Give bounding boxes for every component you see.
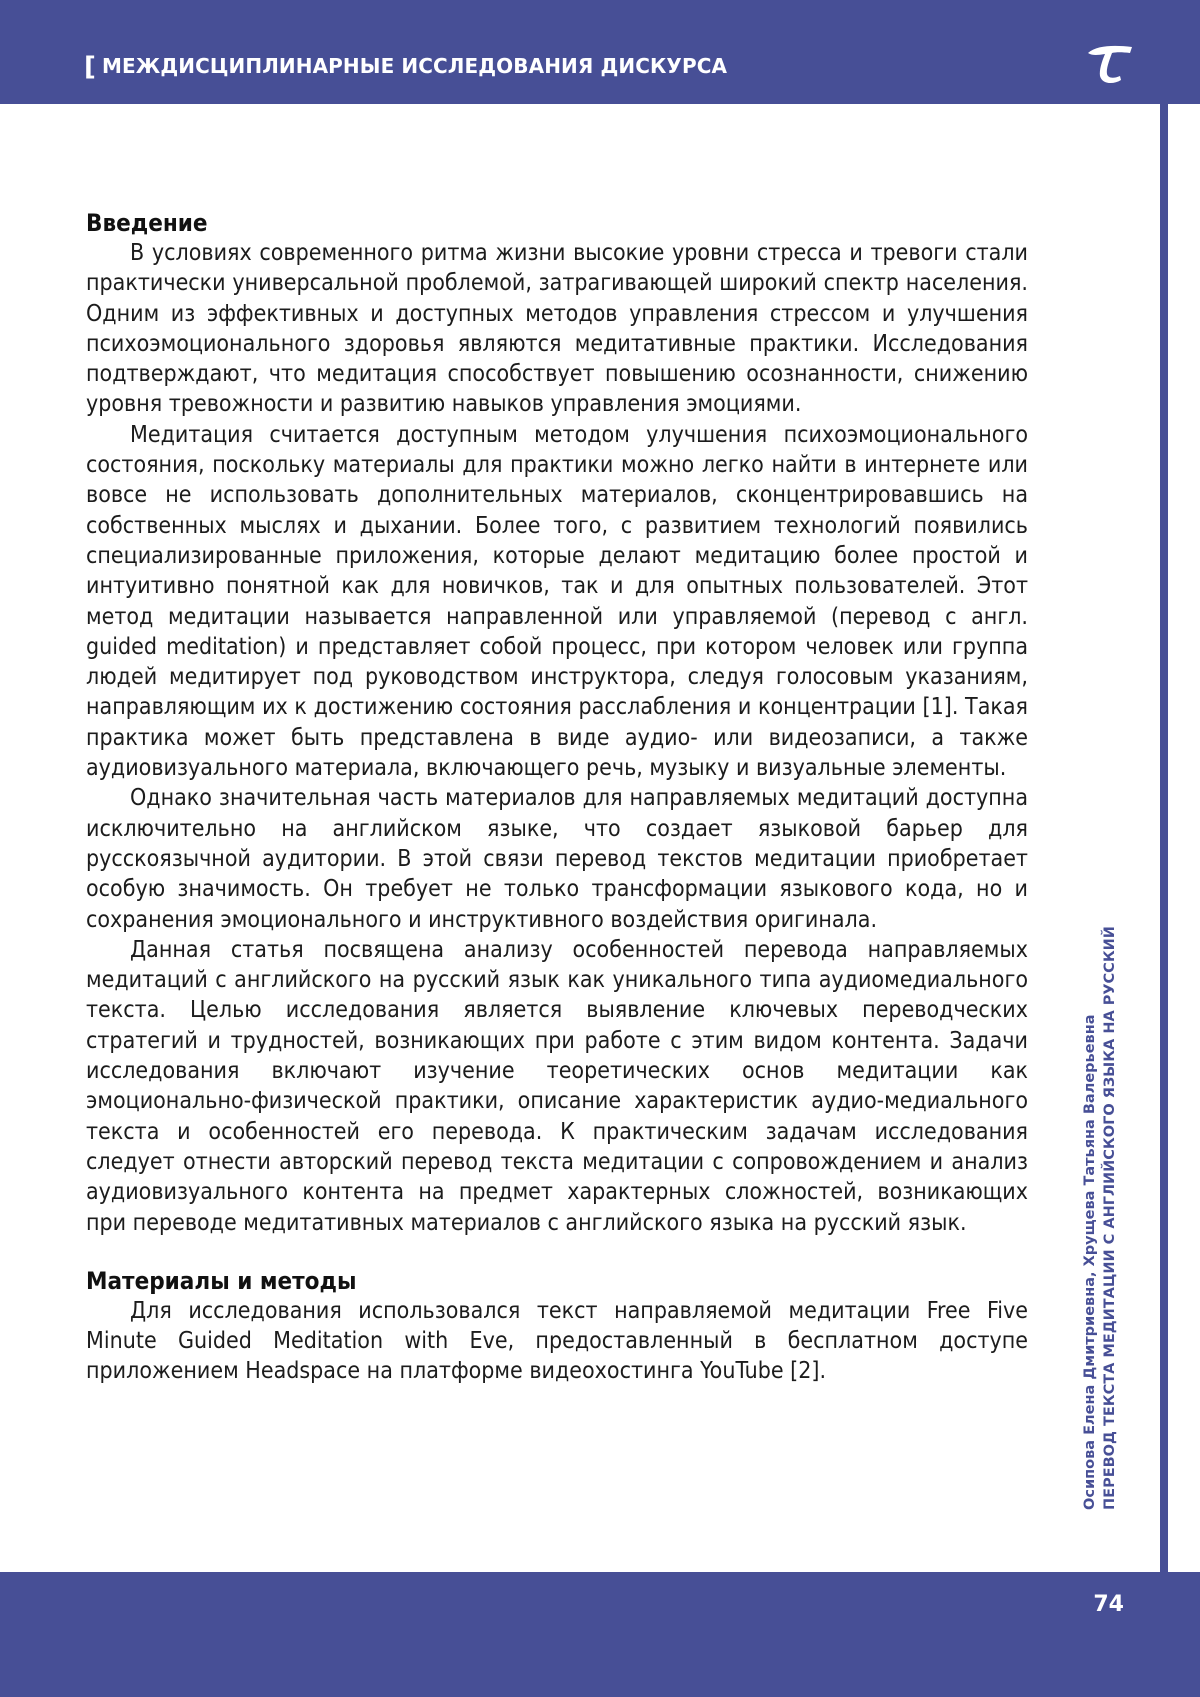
title-bracket: [ [84, 52, 96, 82]
page-footer [0, 1572, 1200, 1697]
paragraph: Для исследования использовался текст направляемой медитации Free Five Minute Guided Meditation with Eve, предоставленный в бесплатном доступе приложением Headspace на платформе видеохостинга YouTube [2]. [86, 1296, 1028, 1387]
section-heading: Введение [86, 208, 1028, 238]
paragraph: Медитация считается доступным методом улучшения психо­эмоционального состояния, поскольку материалы для практики можно легко найти в интернете или вовсе не использовать дополнительных материалов, сконцентрировавшись на собственных мыслях и дыхании. Более того, с развитием технологий появились специализированные приложения, которые делают медитацию более простой и интуитивно понятной как для новичков, так и для опытных пользователей. Этот метод медитации называется направленной или управляемой (перевод с англ. guided meditation) и представляет собой процесс, при котором человек или группа людей медитирует под руководством инструктора, следуя голосовым указаниям, направляющим их к достижению состояния расслабления и концентрации [1]. Такая практика может быть представлена в виде аудио- или видеозаписи, а также аудиовизуального материала, включающего речь, музыку и визуальные элементы. [86, 420, 1028, 784]
paragraph: В условиях современного ритма жизни высокие уровни стресса и тревоги стали практически универсальной проблемой, затрагивающей широкий спектр населения. Одним из эффективных и доступных методов управления стрессом и улучшения психоэмоционального здоровья являются медитативные практики. Исследования подтверждают, что медитация способствует повышению осознанности, снижению уровня тревожности и развитию навыков управления эмоциями. [86, 238, 1028, 420]
sidebar-running-title [1080, 926, 1120, 1510]
sidebar-authors: Осипова Елена Дмитриевна, Хрущева Татьяна Валерьевна [1080, 926, 1100, 1510]
journal-logo-t-icon [1085, 43, 1135, 85]
journal-title-text: МЕЖДИСЦИПЛИНАРНЫЕ ИССЛЕДОВАНИЯ ДИСКУРСА [102, 54, 727, 78]
sidebar-article-title: ПЕРЕВОД ТЕКСТА МЕДИТАЦИИ С АНГЛИЙСКОГО ЯЗЫКА НА РУССКИЙ [1100, 926, 1120, 1510]
article-body [86, 208, 1028, 1387]
right-accent-bar [1160, 104, 1168, 1572]
journal-header [0, 0, 1200, 104]
paragraph: Данная статья посвящена анализу особенностей перевода направляемых медитаций с английского на русский язык как уникального типа аудио­медиального текста. Целью исследования является выявление ключевых переводческих стратегий и трудностей, возникающих при работе с этим видом контента. Задачи исследования включают изучение теоретических основ медитации как эмоционально-физической практики, описание характеристик аудио-медиального текста и особенностей его перевода. К практическим задачам исследования следует отнести авторский перевод текста медитации с сопровождением и анализ аудиовизуального контента на предмет характерных сложностей, возникающих при переводе медитативных материалов с английского языка на русский язык. [86, 935, 1028, 1238]
page-number: 74 [1093, 1592, 1124, 1617]
journal-title [84, 50, 727, 80]
section-heading: Материалы и методы [86, 1266, 1028, 1296]
paragraph: Однако значительная часть материалов для направляемых медитаций доступна исключительно на английском языке, что создает языковой барьер для русскоязычной аудитории. В этой связи перевод текстов медитации приобретает особую значимость. Он требует не только трансформации языкового кода, но и сохранения эмоционального и инструктивного воздействия оригинала. [86, 783, 1028, 934]
